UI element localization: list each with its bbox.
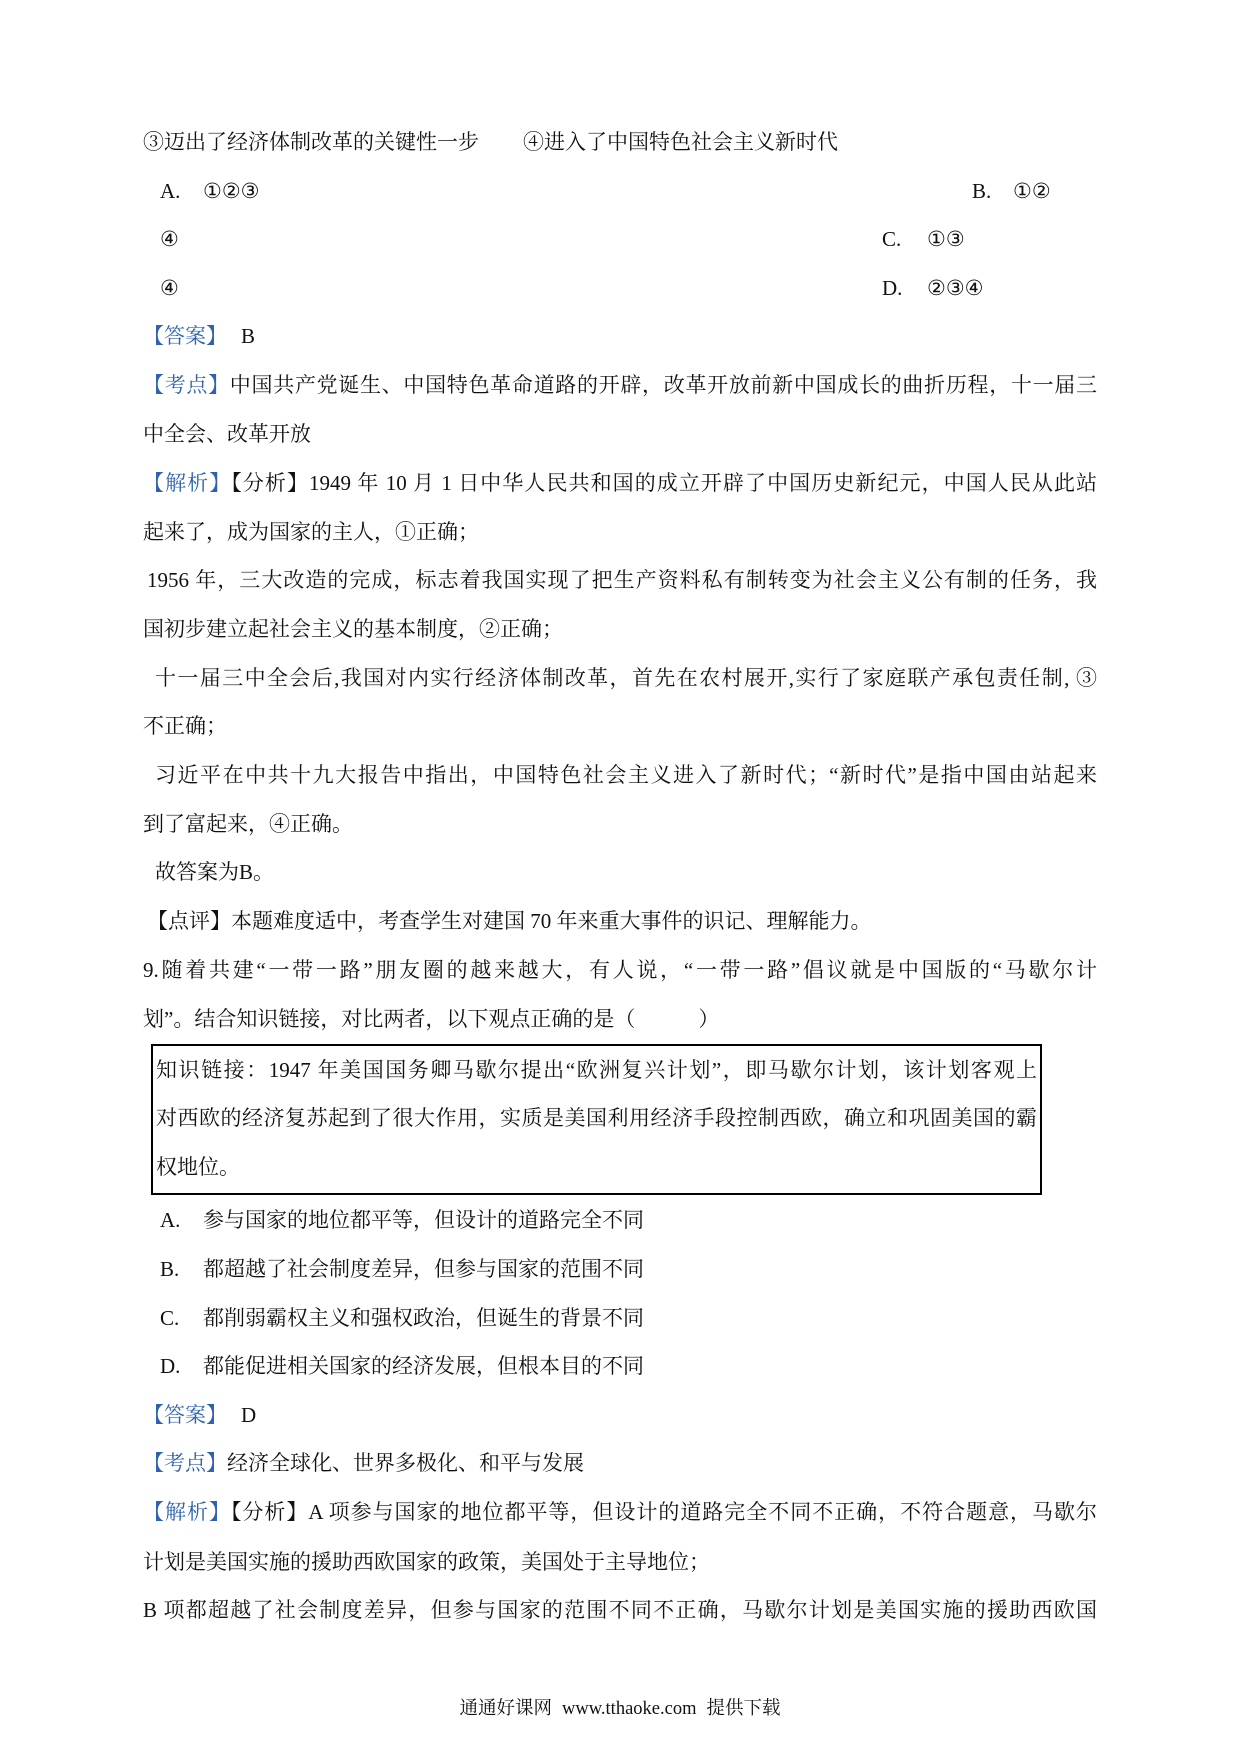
q8-dianping-label: 【点评】: [147, 909, 231, 933]
q9-kaodian-line: [143, 1448, 584, 1478]
q9-jiexi-line-3: B 项都超越了社会制度差异，但参与国家的范围不同不正确，马歇尔计划是美国实施的援助西欧国: [143, 1598, 1097, 1622]
q9-jiexi-label: 【解析】: [143, 1500, 231, 1524]
q8-jiexi-line-2: 起来了，成为国家的主人，①正确；: [143, 520, 479, 544]
q9-stem-line-1: 9.随着共建“一带一路”朋友圈的越来越大，有人说，“一带一路”倡议就是中国版的“马歇尔计: [143, 958, 1097, 982]
q9-option-a-label: A.: [160, 1208, 181, 1232]
q8-option-row3-left: ④: [160, 276, 179, 300]
q9-option-d-text: 都能促进相关国家的经济发展，但根本目的不同: [203, 1354, 644, 1378]
q8-jiexi-line-1: [143, 468, 1097, 498]
q9-answer-label: 【答案】: [143, 1403, 227, 1427]
q9-jiexi-line-2: 计划是美国实施的援助西欧国家的政策，美国处于主导地位；: [143, 1550, 710, 1574]
q9-option-c-text: 都削弱霸权主义和强权政治，但诞生的背景不同: [203, 1306, 644, 1330]
q8-jiexi-text-1: 1949 年 10 月 1 日中华人民共和国的成立开辟了中国历史新纪元，中国人民从此站: [309, 471, 1098, 495]
q8-statement-4: ④进入了中国特色社会主义新时代: [523, 130, 838, 154]
footer-suffix: 提供下载: [706, 1699, 781, 1719]
q8-option-b-label: B.: [972, 179, 992, 203]
footer-site-name: 通通好课网: [459, 1699, 553, 1719]
q9-option-b-label: B.: [160, 1257, 180, 1281]
footer-url: www.tthaoke.com: [562, 1699, 697, 1719]
q8-jiexi-line-3: 1956 年，三大改造的完成，标志着我国实现了把生产资料私有制转变为社会主义公有制的任务，我: [147, 568, 1097, 592]
q9-fenxi-label: 【分析】: [230, 1500, 309, 1524]
q9-kaodian-label: 【考点】: [143, 1451, 227, 1475]
q8-option-a-label: A.: [160, 179, 181, 203]
q9-option-b-text: 都超越了社会制度差异，但参与国家的范围不同: [203, 1257, 644, 1281]
knowledge-link-line-1: 知识链接：1947 年美国国务卿马歇尔提出“欧洲复兴计划”，即马歇尔计划，该计划客观上: [156, 1058, 1037, 1082]
q9-stem-line-2: 划”。结合知识链接，对比两者，以下观点正确的是（ ）: [143, 1007, 720, 1031]
q8-statement-3: ③迈出了经济体制改革的关键性一步: [143, 130, 479, 154]
q9-jiexi-line-1: [143, 1497, 1097, 1527]
q8-fenxi-label: 【分析】: [231, 471, 310, 495]
knowledge-link-line-3: 权地位。: [156, 1155, 240, 1179]
q9-option-d-label: D.: [160, 1354, 181, 1378]
q8-answer-line: [143, 321, 255, 351]
knowledge-link-line-2: 对西欧的经济复苏起到了很大作用，实质是美国利用经济手段控制西欧，确立和巩固美国的霸: [156, 1106, 1037, 1130]
q8-answer-label: 【答案】: [143, 324, 227, 348]
q8-jiexi-line-8: 到了富起来，④正确。: [143, 812, 353, 836]
q8-jiexi-line-9: 故答案为B。: [155, 860, 275, 884]
q8-dianping-text: 本题难度适中，考查学生对建国 70 年来重大事件的识记、理解能力。: [231, 909, 872, 933]
q9-option-a-text: 参与国家的地位都平等，但设计的道路完全不同: [203, 1208, 644, 1232]
q9-option-c-label: C.: [160, 1306, 180, 1330]
q8-jiexi-line-6: 不正确；: [143, 714, 227, 738]
q8-kaodian-line-2: 中全会、改革开放: [143, 422, 311, 446]
q9-jiexi-text-1: A 项参与国家的地位都平等，但设计的道路完全不同不正确，不符合题意，马歇尔: [308, 1500, 1098, 1524]
q8-jiexi-line-5: 十一届三中全会后,我国对内实行经济体制改革，首先在农村展开,实行了家庭联产承包责任制, ③: [155, 666, 1097, 690]
q8-jiexi-label: 【解析】: [143, 471, 232, 495]
q8-answer-value: B: [241, 324, 256, 348]
q8-jiexi-line-4: 国初步建立起社会主义的基本制度，②正确；: [143, 617, 563, 641]
q8-option-c-label: C.: [882, 227, 902, 251]
q8-option-row2-left: ④: [160, 227, 179, 251]
q8-option-a-text: ①②③: [203, 179, 260, 203]
page-footer: [0, 1696, 1240, 1722]
q8-option-c-text: ①③: [927, 227, 965, 251]
q9-answer-line: [143, 1400, 256, 1430]
q8-option-b-text: ①②: [1013, 179, 1051, 203]
q8-option-d-label: D.: [882, 276, 903, 300]
q8-kaodian-line-1: [143, 370, 1097, 400]
q9-answer-value: D: [241, 1403, 257, 1427]
q8-jiexi-line-7: 习近平在中共十九大报告中指出，中国特色社会主义进入了新时代；“新时代”是指中国由站起来: [155, 763, 1097, 787]
q9-kaodian-text: 经济全球化、世界多极化、和平与发展: [227, 1451, 584, 1475]
q8-dianping-line: [147, 906, 872, 936]
q8-kaodian-label: 【考点】: [143, 373, 230, 397]
q8-kaodian-text-1: 中国共产党诞生、中国特色革命道路的开辟，改革开放前新中国成长的曲折历程，十一届三: [229, 373, 1098, 397]
q8-option-d-text: ②③④: [927, 276, 984, 300]
